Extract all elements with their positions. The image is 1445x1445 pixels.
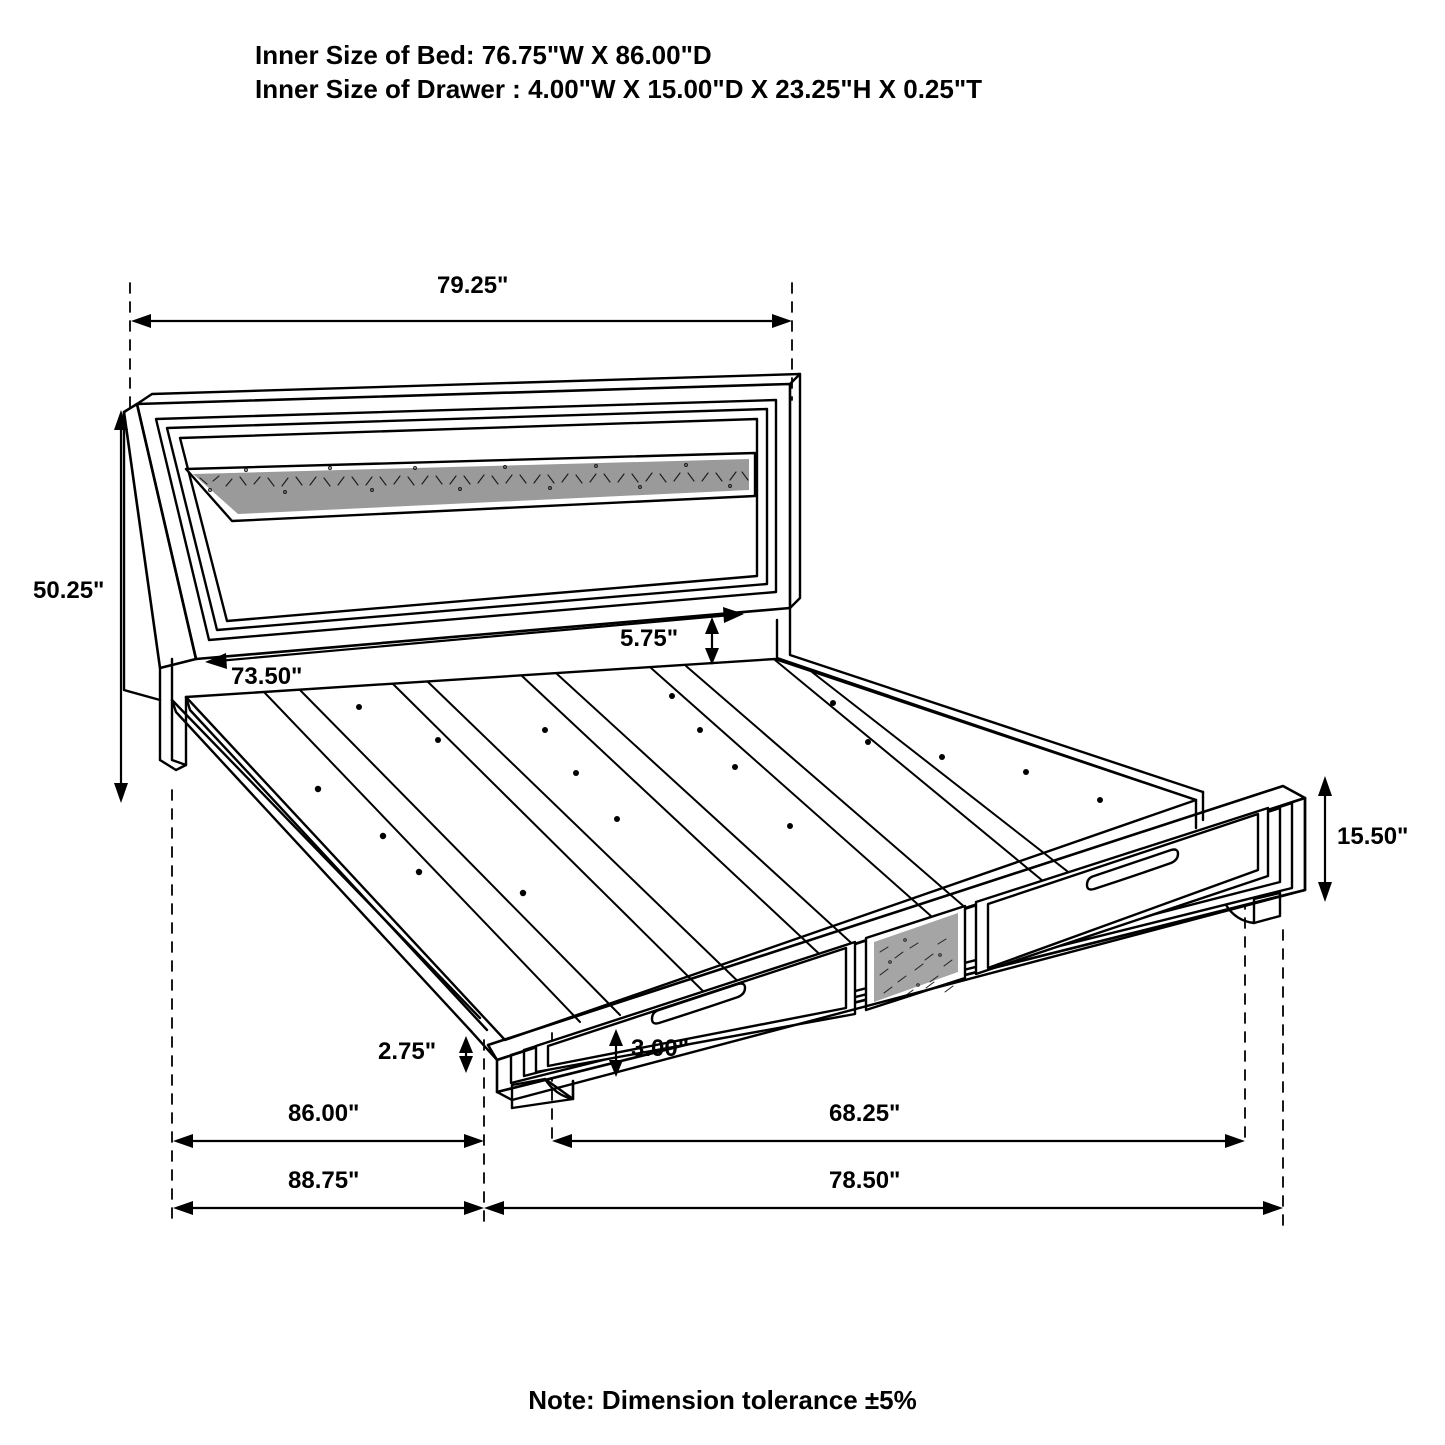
- dim-bed-depth: 86.00": [288, 1100, 360, 1127]
- header-line-2: Inner Size of Drawer : 4.00"W X 15.00"D X 23.25"H X 0.25"T: [255, 74, 983, 104]
- dim-foot-clearance: 3.00": [631, 1035, 690, 1062]
- dim-rail-height: 5.75": [620, 625, 679, 652]
- dim-footboard-width: 68.25": [829, 1100, 901, 1127]
- dim-footboard-height: 15.50": [1337, 823, 1409, 850]
- dim-headboard-height: 50.25": [33, 577, 105, 604]
- dim-overall-width: 78.50": [829, 1167, 901, 1194]
- dim-foot-base: 2.75": [378, 1038, 437, 1065]
- header-line-1: Inner Size of Bed: 76.75"W X 86.00"D: [255, 40, 712, 70]
- dim-overall-depth: 88.75": [288, 1167, 360, 1194]
- dim-headboard-inner-width: 73.50": [231, 663, 303, 690]
- tolerance-note: Note: Dimension tolerance ±5%: [528, 1385, 917, 1415]
- dim-top-width: 79.25": [437, 272, 509, 299]
